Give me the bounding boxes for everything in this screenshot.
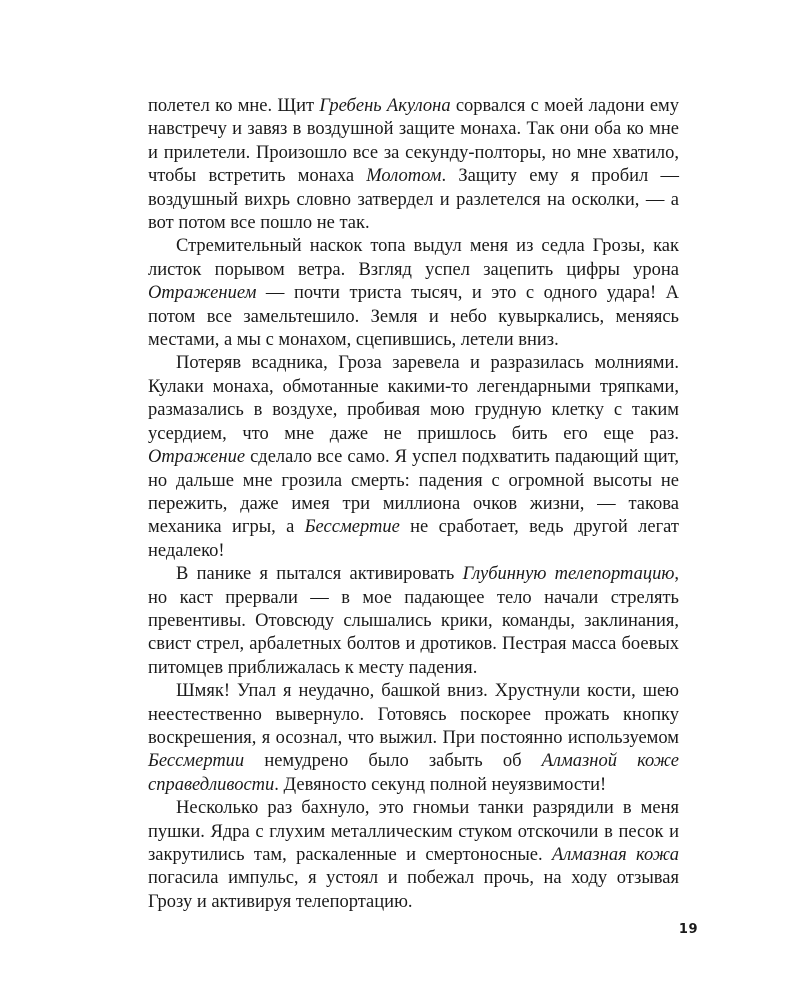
text-run: Шмяк! Упал я неудачно, башкой вниз. Хрустнули кости, шею неестественно вывернуло. Готовясь поскорее прожать кнопку воскрешения, я осознал, что выжил. При постоянно используемом [148, 681, 679, 748]
italic-run: Отражением [148, 283, 257, 304]
italic-run: Бессмертии [148, 751, 245, 772]
text-run: . Защиту ему я пробил — воздушный вихрь словно затвердел и разлетелся на осколки, — а вот потом все пошло не так. [148, 166, 680, 234]
text-run: полетел ко мне. Щит [148, 96, 320, 116]
text-run: . Девяносто секунд полной неуязвимости! [274, 774, 607, 795]
body-text [148, 95, 679, 914]
text-run: погасила импульс, я устоял и побежал прочь, на ходу отзывая Грозу и активируя телепортацию. [148, 868, 679, 912]
paragraph-1 [148, 95, 679, 235]
text-run: Несколько раз бахнуло, это гномьи танки разрядили в меня пушки. Ядра с глухим металлическим стуком отскочили в песок и закрутились там, раскаленные и смертоносные. [148, 798, 679, 865]
paragraph-2 [148, 235, 679, 352]
page-number: 19 [678, 922, 698, 937]
italic-run: Отражение [148, 447, 246, 468]
text-run: сорвался с моей ладони ему навстречу и завяз в воздушной защите монаха. Так они оба ко мне и прилетели. Произошло все за секунду-полторы, но мне хватило, чтобы встретить монаха [148, 96, 679, 187]
italic-run: Гребень Акулона [319, 96, 451, 116]
italic-run: Молотом [366, 166, 442, 187]
text-run: сделало все само. Я успел подхватить падающий щит, но дальше мне грозила смерть: падения с огромной высоты не пережить, даже имея три миллиона очков жизни, — такова механика игры, а [148, 447, 679, 538]
text-run: В панике я пытался активировать [176, 564, 463, 585]
text-run: , но каст прервали — в мое падающее тело начали стрелять превентивы. Отовсюду слышались крики, команды, заклинания, свист стрел, арбалетных болтов и дротиков. Пестрая масса боевых питомцев приближалась к месту падения. [148, 564, 679, 678]
paragraph-4 [148, 563, 679, 680]
text-run: Потеряв всадника, Гроза заревела и разразилась молниями. Кулаки монаха, обмотанные какими-то легендарными тряпками, размазались в воздухе, пробивая мою грудную клетку с таким усердием, что мне даже не пришлось бить его еще раз. [148, 353, 679, 444]
italic-run: Бессмертие [304, 517, 400, 538]
italic-run: Алмазной коже справедливости [148, 751, 679, 795]
text-run: Стремительный наскок топа выдул меня из седла Грозы, как листок порывом ветра. Взгляд успел зацепить цифры урона [148, 236, 679, 280]
text-run: немудрено было забыть об [244, 751, 542, 772]
italic-run: Глубинную телепортацию [462, 564, 675, 585]
italic-run: Алмазная кожа [552, 845, 679, 865]
paragraph-5 [148, 680, 679, 797]
text-run: — почти триста тысяч, и это с одного удара! А потом все замельтешило. Земля и небо кувыркались, меняясь местами, а мы с монахом, сцепившись, летели вниз. [148, 283, 679, 351]
text-run: не сработает, ведь другой легат недалеко! [148, 517, 679, 561]
paragraph-3 [148, 352, 679, 563]
paragraph-6 [148, 797, 679, 914]
